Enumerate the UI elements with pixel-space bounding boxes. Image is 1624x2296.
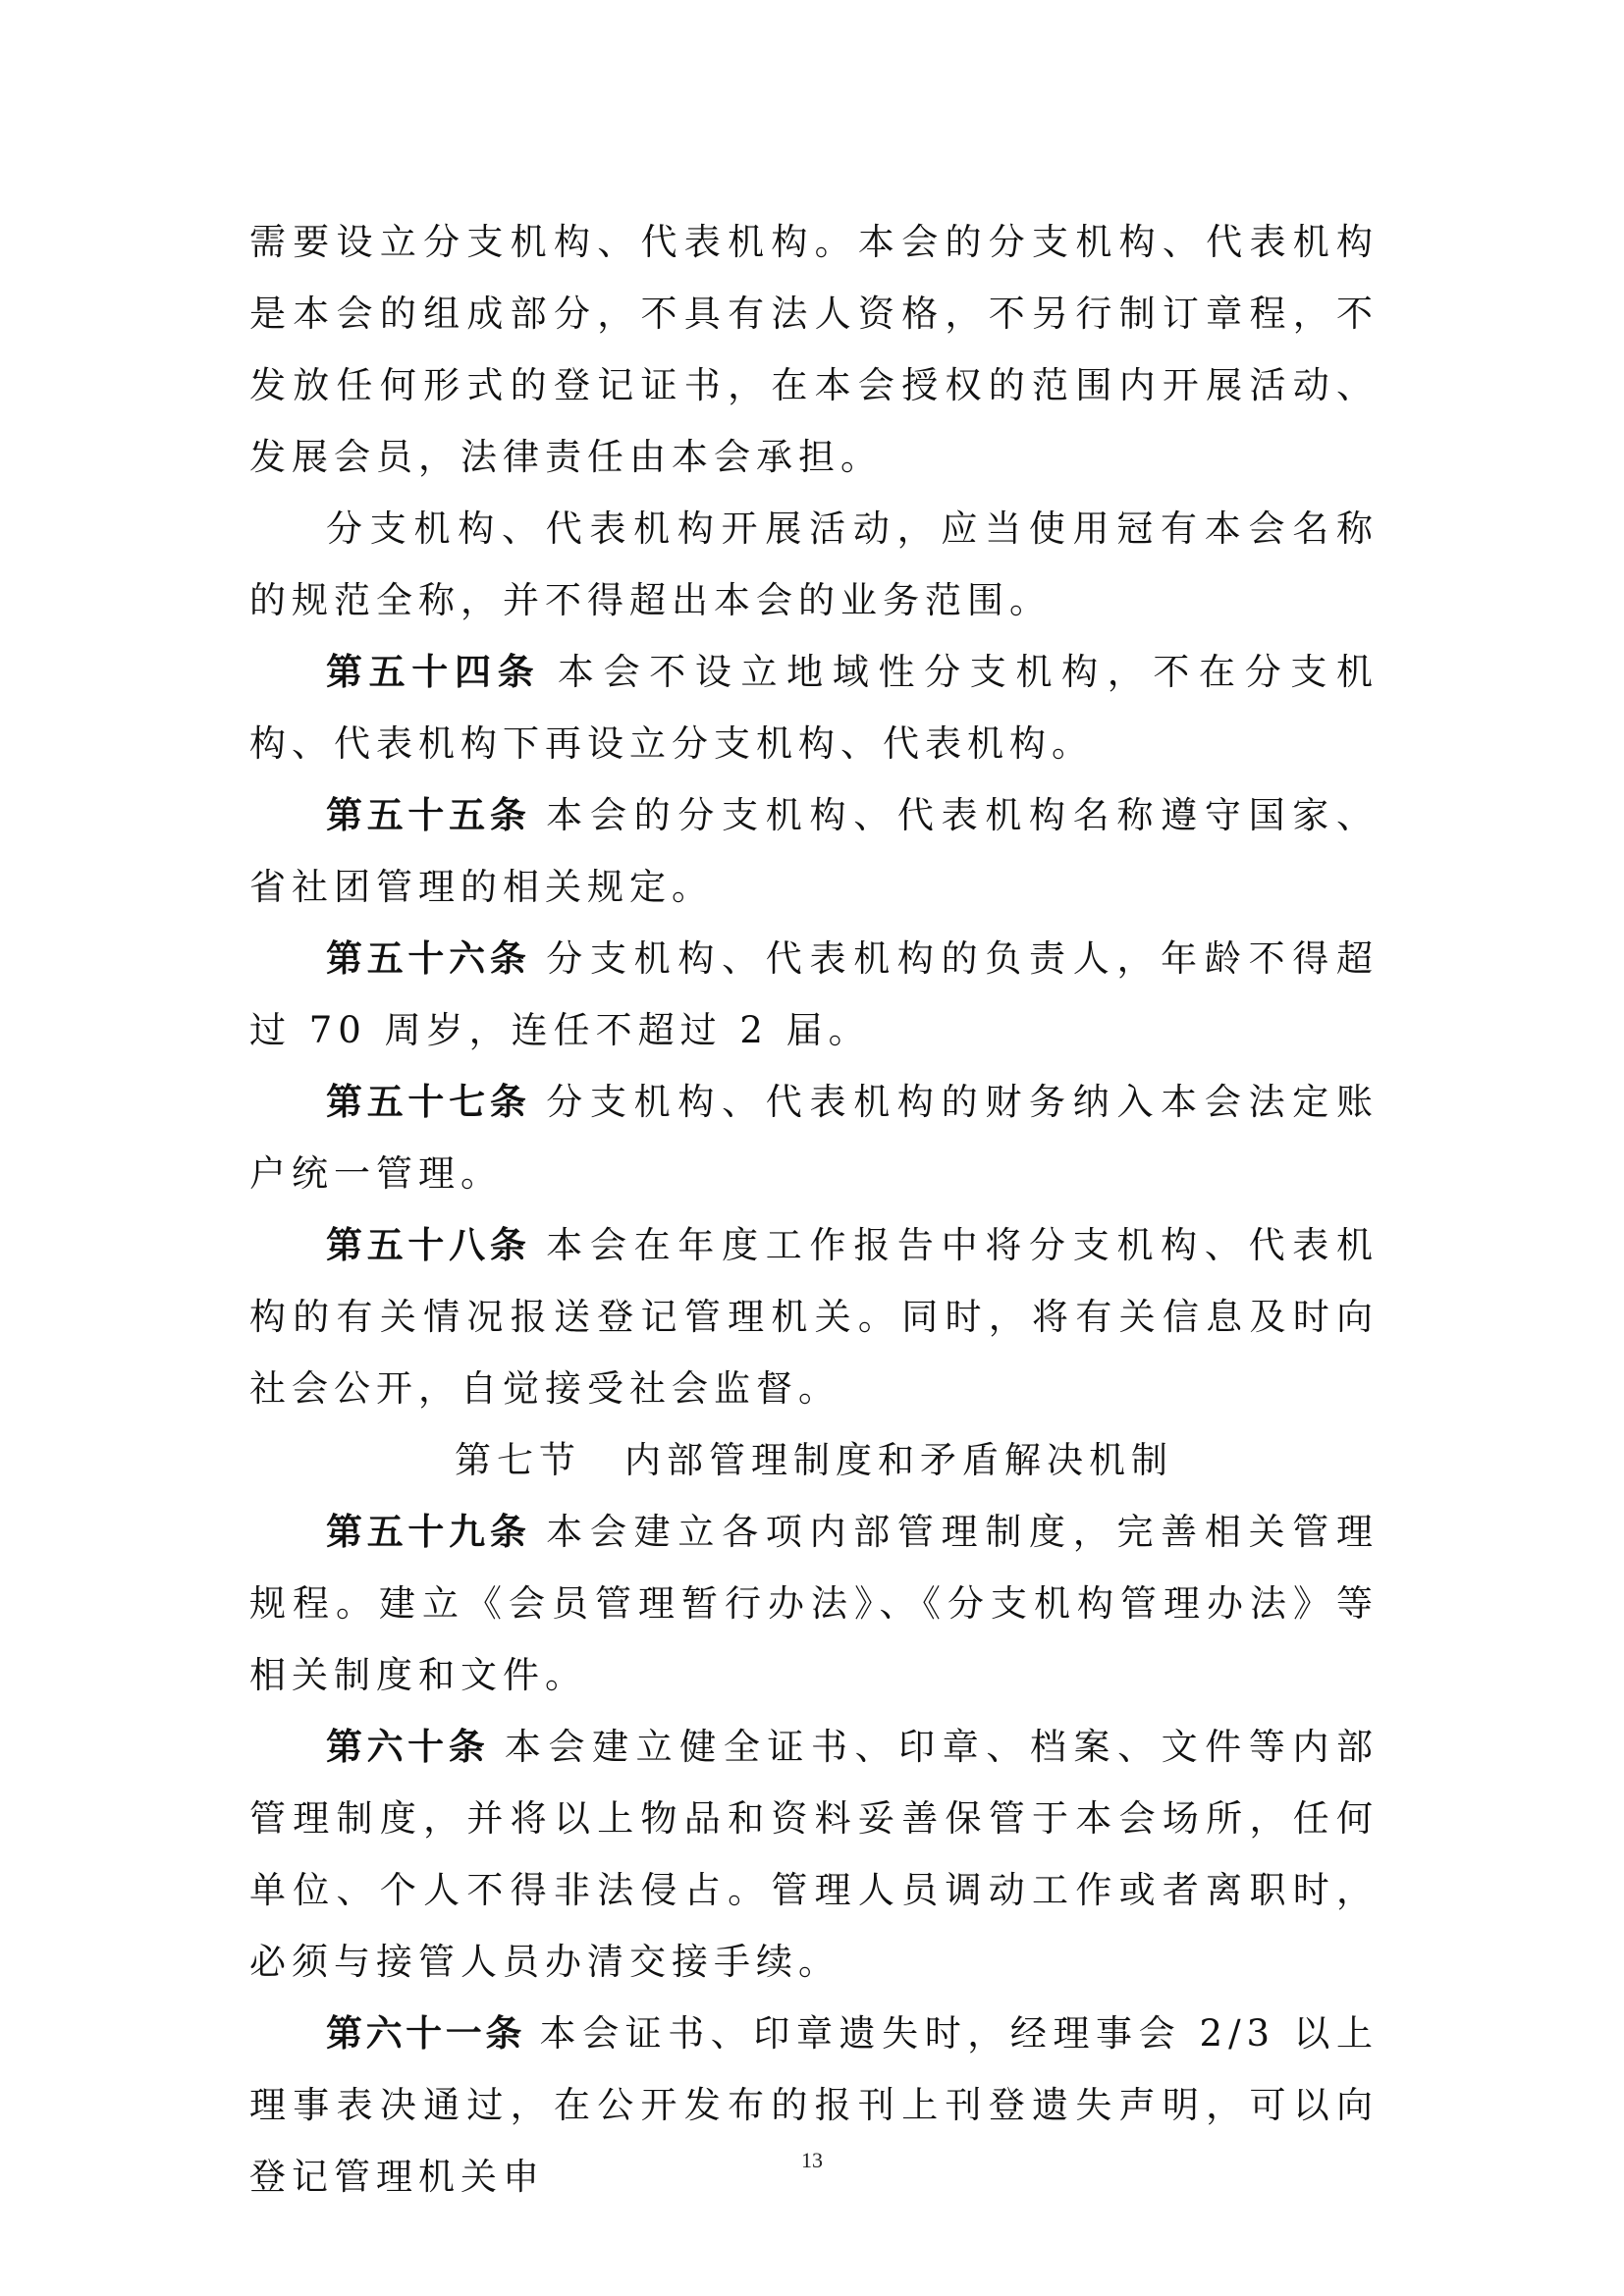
article-number: 第五十八条 — [326, 1224, 531, 1266]
page-number: 13 — [801, 2148, 823, 2172]
article-58 — [249, 1209, 1379, 1424]
article-55 — [249, 779, 1379, 923]
section-title-text: 内部管理制度和矛盾解决机制 — [624, 1439, 1173, 1481]
section-heading — [249, 1424, 1379, 1496]
article-61 — [249, 1998, 1379, 2213]
article-60 — [249, 1711, 1379, 1998]
article-text: 分支机构、代表机构的负责人，年龄不得超过 70 周岁，连任不超过 2 届。 — [249, 937, 1380, 1051]
article-text: 本会证书、印章遗失时，经理事会 2/3 以上理事表决通过，在公开发布的报刊上刊登遗失声明，可以向登记管理机关申 — [249, 2012, 1379, 2198]
article-text: 本会在年度工作报告中将分支机构、代表机构的有关情况报送登记管理机关。同时，将有关信息及时向社会公开，自觉接受社会监督。 — [249, 1224, 1380, 1410]
article-56 — [249, 923, 1379, 1066]
article-number: 第五十七条 — [326, 1081, 531, 1123]
article-number: 第五十五条 — [326, 794, 531, 836]
article-number: 第五十九条 — [326, 1511, 531, 1553]
article-text: 本会不设立地域性分支机构，不在分支机构、代表机构下再设立分支机构、代表机构。 — [249, 651, 1380, 765]
article-59 — [249, 1496, 1379, 1711]
article-text: 分支机构、代表机构的财务纳入本会法定账户统一管理。 — [249, 1081, 1380, 1195]
paragraph-branch-naming — [249, 493, 1379, 636]
article-number: 第五十四条 — [326, 651, 541, 693]
paragraph-text: 需要设立分支机构、代表机构。本会的分支机构、代表机构是本会的组成部分，不具有法人资格，不另行制订章程，不发放任何形式的登记证书，在本会授权的范围内开展活动、发展会员，法律责任由本会承担。 — [249, 221, 1379, 478]
article-text: 本会建立健全证书、印章、档案、文件等内部管理制度，并将以上物品和资料妥善保管于本会场所，任何单位、个人不得非法侵占。管理人员调动工作或者离职时，必须与接管人员办清交接手续。 — [249, 1726, 1380, 1983]
article-54 — [249, 636, 1379, 779]
article-57 — [249, 1066, 1379, 1209]
article-number: 第六十一条 — [326, 2012, 525, 2055]
article-text: 本会的分支机构、代表机构名称遵守国家、省社团管理的相关规定。 — [249, 794, 1380, 908]
section-number: 第七节 — [455, 1439, 581, 1481]
article-text: 本会建立各项内部管理制度，完善相关管理规程。建立《会员管理暂行办法》、《分支机构管理办法》等相关制度和文件。 — [249, 1511, 1380, 1696]
article-number: 第六十条 — [326, 1726, 490, 1768]
article-number: 第五十六条 — [326, 937, 531, 980]
document-body — [249, 206, 1379, 2213]
paragraph-branch-intro — [249, 206, 1379, 493]
paragraph-text: 分支机构、代表机构开展活动，应当使用冠有本会名称的规范全称，并不得超出本会的业务范围。 — [249, 507, 1379, 621]
